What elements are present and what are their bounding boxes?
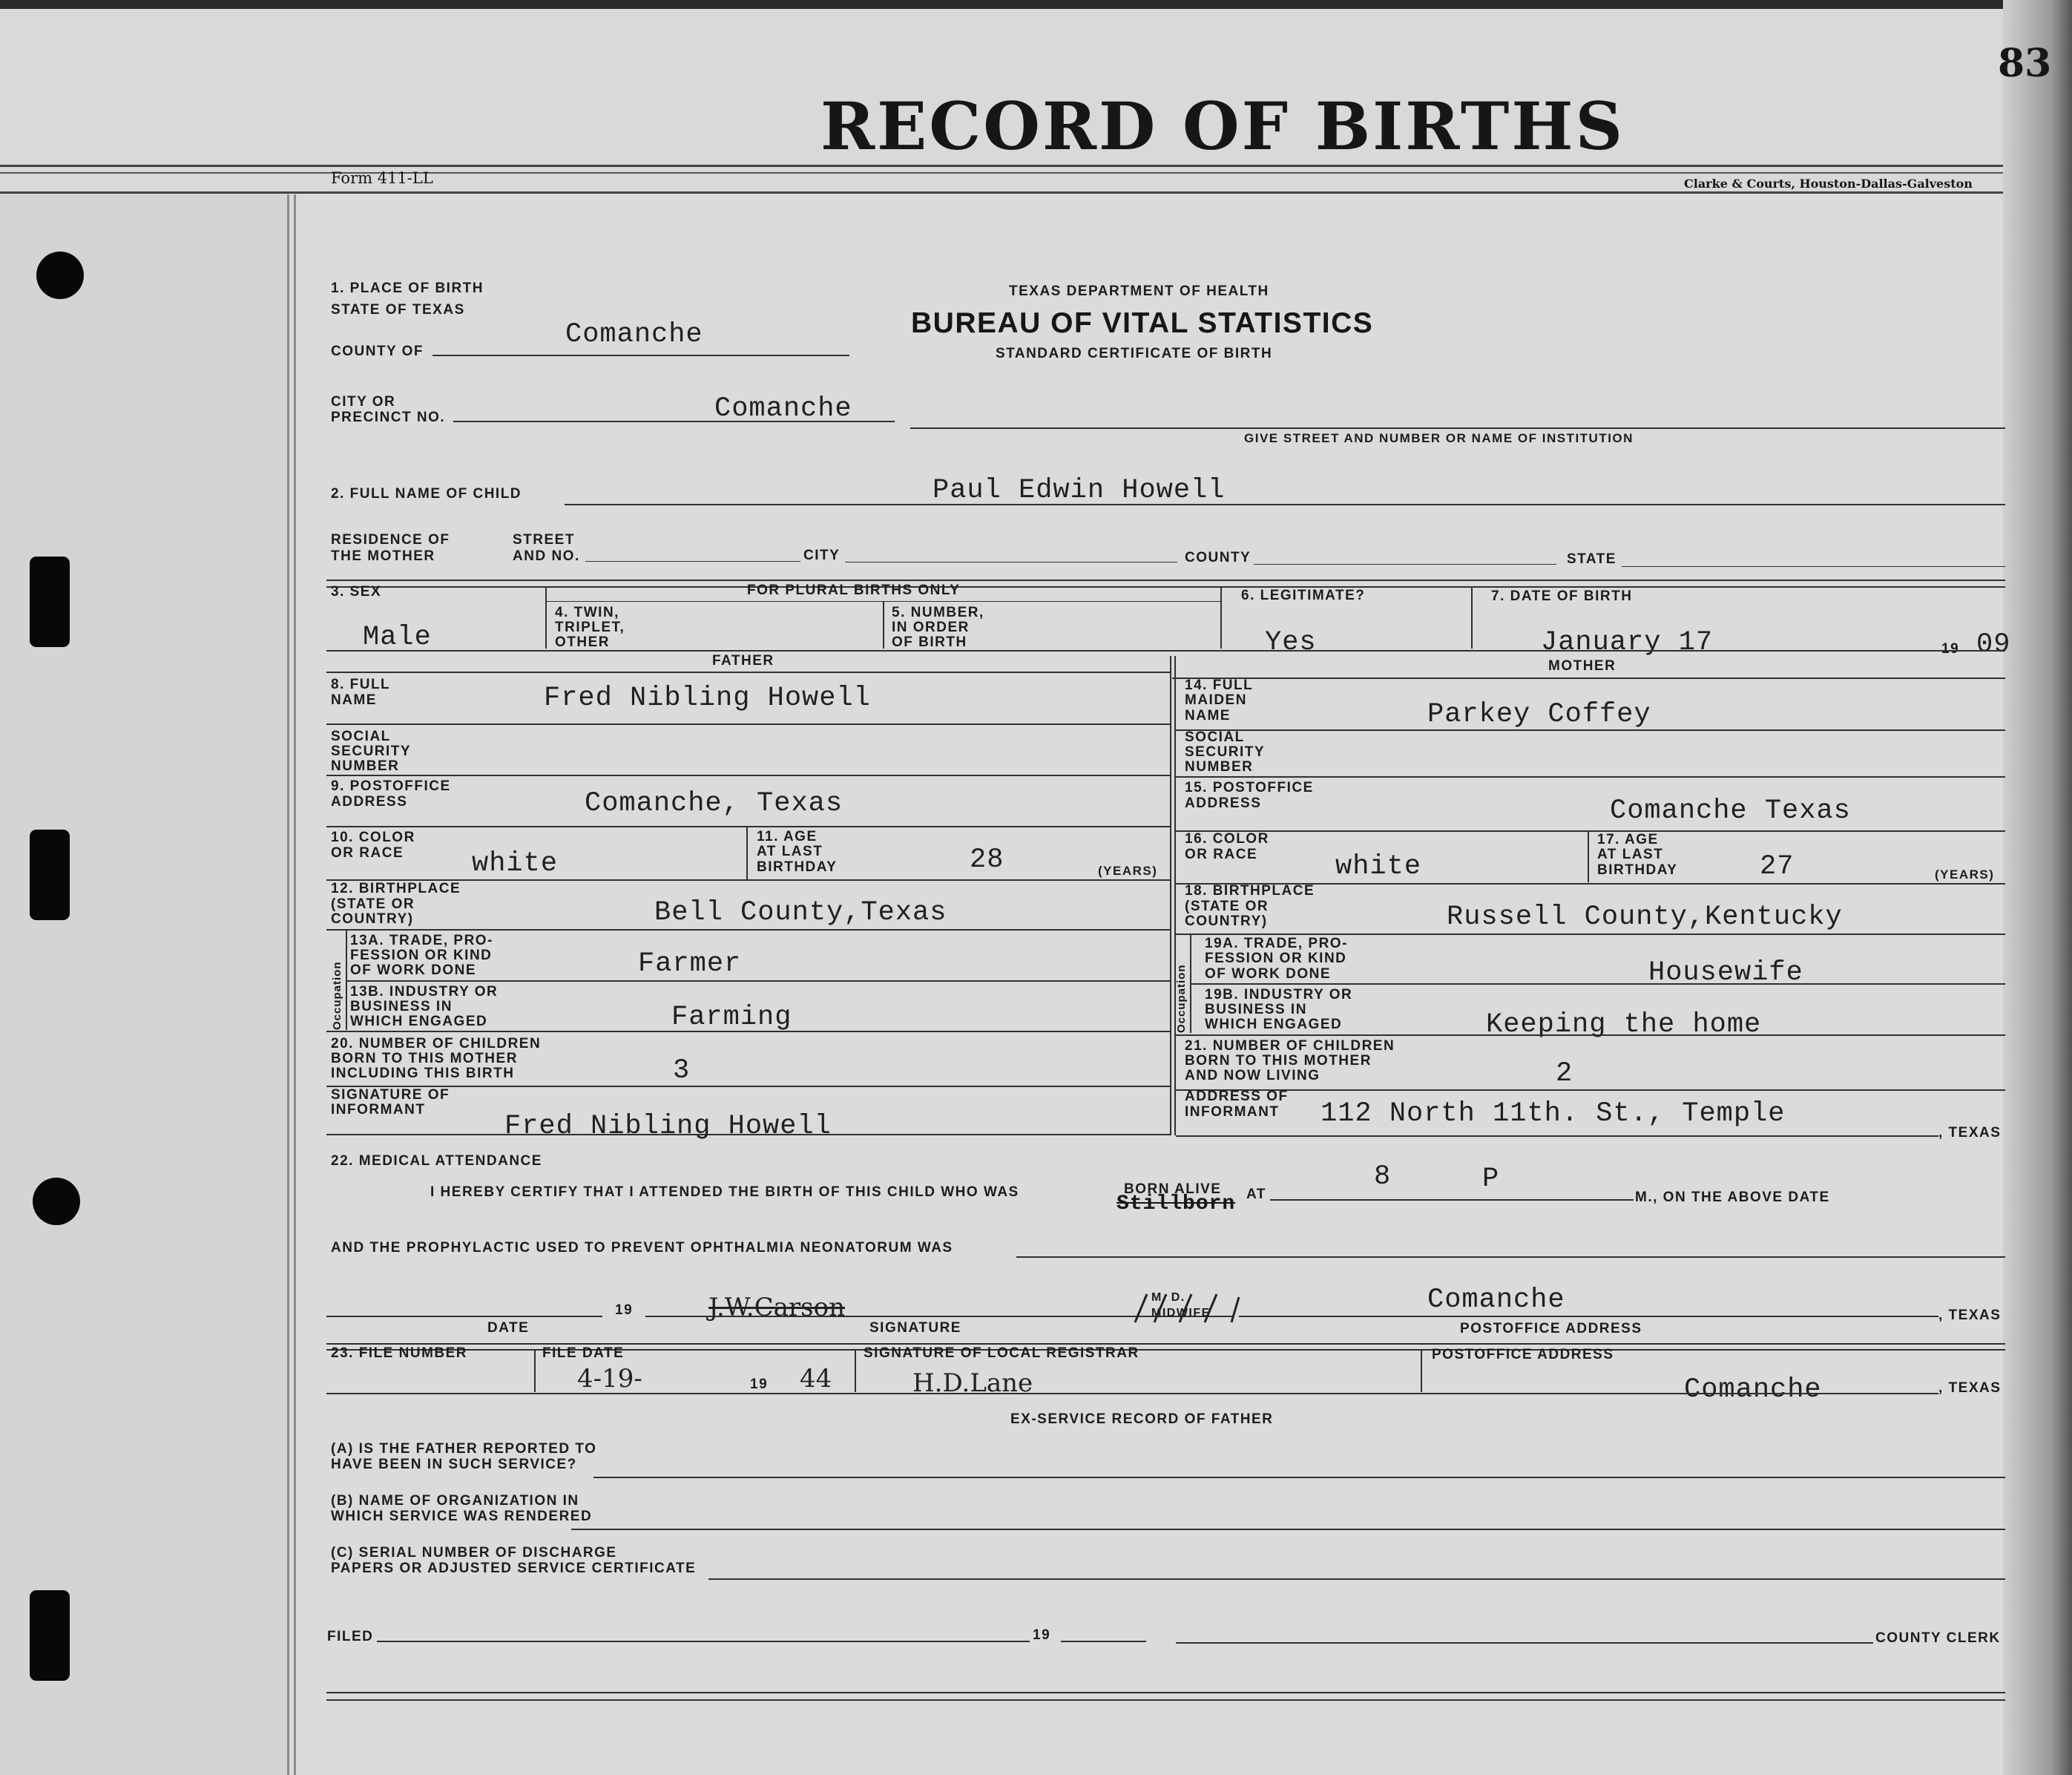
living-label-1: 21. NUMBER OF CHILDREN bbox=[1185, 1038, 1395, 1054]
father-trade-value: Farmer bbox=[638, 948, 742, 980]
struck-out-text: Stillborn bbox=[1116, 1192, 1236, 1215]
f-ssn-label-1: SOCIAL bbox=[331, 729, 391, 744]
f-line-2 bbox=[326, 775, 1170, 776]
street-line bbox=[910, 427, 2005, 429]
res-county-line bbox=[1254, 564, 1556, 565]
file-divider-3 bbox=[1421, 1349, 1422, 1392]
f-color-label-2: OR RACE bbox=[331, 845, 404, 861]
number-label-3: OF BIRTH bbox=[892, 634, 967, 650]
county-line bbox=[433, 355, 849, 356]
city-or-label: CITY OR bbox=[331, 394, 396, 410]
page-curl-shadow bbox=[2003, 0, 2072, 1775]
father-industry-value: Farming bbox=[671, 1002, 792, 1033]
md-label: M. D. bbox=[1151, 1291, 1185, 1304]
sig-registrar-label: SIGNATURE OF LOCAL REGISTRAR bbox=[864, 1345, 1139, 1361]
f-line-5 bbox=[326, 929, 1170, 931]
margin-rule-2 bbox=[294, 194, 296, 1775]
born-alive-label: BORN ALIVE bbox=[1124, 1181, 1222, 1197]
m-full-label-1: 14. FULL bbox=[1185, 677, 1254, 693]
date-label: DATE bbox=[487, 1320, 530, 1336]
margin-rule-1 bbox=[287, 194, 289, 1775]
res-state-label: STATE bbox=[1567, 551, 1617, 567]
res-street-line bbox=[585, 561, 800, 562]
children-born-value: 3 bbox=[673, 1055, 691, 1086]
m-age-label-3: BIRTHDAY bbox=[1597, 862, 1678, 878]
prophylactic-line bbox=[1016, 1256, 2005, 1258]
mother-heading-line bbox=[1172, 677, 2005, 679]
binder-slot-2 bbox=[30, 830, 70, 920]
registrar-signature: H.D.Lane bbox=[912, 1368, 1033, 1398]
m-line-9 bbox=[1176, 1135, 1938, 1137]
binder-hole-bottom bbox=[33, 1178, 80, 1225]
m-trade-label-1: 19A. TRADE, PRO- bbox=[1205, 936, 1348, 951]
hour-line bbox=[1270, 1199, 1634, 1201]
file-date-label: FILE DATE bbox=[542, 1345, 625, 1361]
page-title: RECORD OF BIRTHS bbox=[820, 88, 1625, 165]
informant-state-label: , TEXAS bbox=[1938, 1125, 2002, 1141]
c-label-1: (C) SERIAL NUMBER OF DISCHARGE bbox=[331, 1545, 617, 1561]
top-binding-edge bbox=[0, 0, 2072, 9]
m-line-7 bbox=[1176, 1034, 2005, 1036]
c-label-2: PAPERS OR ADJUSTED SERVICE CERTIFICATE bbox=[331, 1561, 697, 1576]
registrar-po-value: Comanche bbox=[1684, 1374, 1822, 1405]
date-of-birth-label: 7. DATE OF BIRTH bbox=[1491, 588, 1633, 604]
m-on-date-label: M., ON THE ABOVE DATE bbox=[1635, 1190, 1830, 1205]
certificate-type: STANDARD CERTIFICATE OF BIRTH bbox=[996, 346, 1273, 361]
m-line-2 bbox=[1176, 776, 2005, 778]
m-years-label: (YEARS) bbox=[1935, 867, 1995, 882]
residence-label-1: RESIDENCE OF bbox=[331, 532, 450, 548]
f-full-label-2: NAME bbox=[331, 692, 377, 708]
po-address-label: POSTOFFICE ADDRESS bbox=[1460, 1321, 1642, 1336]
state-of-texas-label: STATE OF TEXAS bbox=[331, 302, 465, 318]
ex-service-heading: EX-SERVICE RECORD OF FATHER bbox=[1010, 1411, 1274, 1427]
a-label-1: (A) IS THE FATHER REPORTED TO bbox=[331, 1441, 597, 1457]
m-line-1 bbox=[1176, 729, 2005, 731]
children-living-value: 2 bbox=[1556, 1058, 1573, 1089]
file-date-value: 4-19- bbox=[577, 1364, 642, 1394]
mother-po-value: Comanche Texas bbox=[1610, 795, 1851, 827]
center-divider-2 bbox=[1174, 656, 1176, 1135]
form-number: Form 411-LL bbox=[331, 169, 433, 187]
m-trade-label-2: FESSION OR KIND bbox=[1205, 951, 1347, 966]
filed-label: FILED bbox=[327, 1629, 374, 1644]
file-divider-1 bbox=[534, 1349, 536, 1392]
attendant-signature: J.W.Carson bbox=[708, 1293, 845, 1322]
street-label-2: AND NO. bbox=[513, 548, 580, 564]
binder-slot-3 bbox=[30, 1590, 70, 1681]
f-age-label-3: BIRTHDAY bbox=[757, 859, 838, 875]
twin-label-3: OTHER bbox=[555, 634, 610, 650]
m-line-6 bbox=[1190, 983, 2005, 985]
sex-value: Male bbox=[363, 622, 432, 653]
child-name-value: Paul Edwin Howell bbox=[933, 475, 1226, 506]
father-po-value: Comanche, Texas bbox=[585, 788, 843, 819]
birth-date-value: January 17 bbox=[1541, 627, 1714, 658]
header-rule-1 bbox=[0, 165, 2003, 167]
m-age-label-1: 17. AGE bbox=[1597, 832, 1659, 847]
street-note: GIVE STREET AND NUMBER OR NAME OF INSTITUTION bbox=[1244, 431, 1634, 445]
mother-age-value: 27 bbox=[1760, 851, 1795, 882]
living-label-3: AND NOW LIVING bbox=[1185, 1068, 1321, 1083]
registrar-state-label: , TEXAS bbox=[1938, 1380, 2002, 1396]
mother-trade-value: Housewife bbox=[1648, 957, 1803, 988]
father-race-value: white bbox=[472, 848, 559, 879]
file-divider-2 bbox=[855, 1349, 856, 1392]
twin-divider bbox=[883, 601, 884, 649]
binder-slot-1 bbox=[30, 557, 70, 647]
birth-year-prefix: 19 bbox=[1941, 641, 1960, 657]
attendant-po-value: Comanche bbox=[1427, 1285, 1565, 1316]
f-trade-label-3: OF WORK DONE bbox=[350, 962, 476, 978]
f-bp-label-3: COUNTRY) bbox=[331, 911, 414, 927]
mother-name-value: Parkey Coffey bbox=[1427, 699, 1651, 730]
informant-address-value: 112 North 11th. St., Temple bbox=[1321, 1098, 1786, 1129]
child-name-label: 2. FULL NAME OF CHILD bbox=[331, 486, 522, 502]
number-label-1: 5. NUMBER, bbox=[892, 605, 984, 620]
f-po-label-1: 9. POSTOFFICE bbox=[331, 778, 451, 794]
file-year-prefix: 19 bbox=[750, 1377, 769, 1392]
filed-year-prefix: 19 bbox=[1033, 1627, 1051, 1643]
m-age-divider bbox=[1588, 832, 1589, 882]
f-age-label-1: 11. AGE bbox=[757, 829, 818, 844]
father-name-value: Fred Nibling Howell bbox=[544, 683, 871, 714]
prophylactic-label: AND THE PROPHYLACTIC USED TO PREVENT OPHTHALMIA NEONATORUM WAS bbox=[331, 1240, 953, 1256]
po-address2-label: POSTOFFICE ADDRESS bbox=[1432, 1347, 1614, 1362]
sex-label: 3. SEX bbox=[331, 584, 382, 600]
f-line-7 bbox=[326, 1031, 1170, 1032]
m-bp-label-3: COUNTRY) bbox=[1185, 913, 1268, 929]
children-label-2: BORN TO THIS MOTHER bbox=[331, 1051, 518, 1066]
residence-label-2: THE MOTHER bbox=[331, 548, 435, 564]
addr-informant-label-2: INFORMANT bbox=[1185, 1104, 1280, 1120]
f-ind-label-2: BUSINESS IN bbox=[350, 999, 453, 1014]
header-rule-3 bbox=[0, 191, 2003, 194]
b-label-2: WHICH SERVICE WAS RENDERED bbox=[331, 1509, 593, 1524]
m-po-label-2: ADDRESS bbox=[1185, 795, 1262, 811]
row3-bottom-line bbox=[326, 650, 2005, 652]
birth-year-value: 09 bbox=[1976, 629, 2011, 660]
plural-births-label: FOR PLURAL BIRTHS ONLY bbox=[747, 583, 961, 598]
m-color-label-2: OR RACE bbox=[1185, 847, 1258, 862]
f-ind-label-1: 13B. INDUSTRY OR bbox=[350, 984, 499, 1000]
res-city-label: CITY bbox=[803, 548, 841, 563]
binding-margin bbox=[0, 193, 288, 1775]
date-year-line bbox=[645, 1316, 697, 1317]
f-bp-label-2: (STATE OR bbox=[331, 896, 415, 912]
f-line-6 bbox=[346, 980, 1170, 982]
c-line bbox=[708, 1578, 2005, 1580]
f-trade-label-1: 13A. TRADE, PRO- bbox=[350, 933, 493, 948]
footer-line-1 bbox=[326, 1692, 2005, 1693]
bureau-title: BUREAU OF VITAL STATISTICS bbox=[911, 307, 1374, 339]
f-line-1 bbox=[326, 724, 1170, 725]
f-trade-label-2: FESSION OR KIND bbox=[350, 948, 493, 963]
f-color-label-1: 10. COLOR bbox=[331, 830, 415, 845]
legit-divider bbox=[1471, 586, 1473, 649]
child-name-line bbox=[565, 504, 2005, 505]
midwife-label: MIDWIFE bbox=[1151, 1307, 1211, 1319]
f-occupation-label: Occupation bbox=[331, 961, 343, 1030]
m-color-label-1: 16. COLOR bbox=[1185, 831, 1269, 847]
father-age-value: 28 bbox=[970, 844, 1004, 876]
m-occupation-label: Occupation bbox=[1175, 964, 1188, 1033]
f-full-label-1: 8. FULL bbox=[331, 677, 391, 692]
hour-value: 8 bbox=[1374, 1161, 1392, 1192]
a-label-2: HAVE BEEN IN SUCH SERVICE? bbox=[331, 1457, 577, 1472]
f-bp-label-1: 12. BIRTHPLACE bbox=[331, 881, 461, 896]
legitimate-value: Yes bbox=[1265, 627, 1317, 658]
m-line-5 bbox=[1176, 934, 2005, 935]
m-full-label-2: MAIDEN bbox=[1185, 692, 1247, 708]
legitimate-label: 6. LEGITIMATE? bbox=[1241, 588, 1366, 603]
sex-divider bbox=[545, 586, 547, 649]
page-number: 83 bbox=[1998, 41, 2052, 86]
strikeout-marks bbox=[1128, 1290, 1246, 1327]
department: TEXAS DEPARTMENT OF HEALTH bbox=[1009, 283, 1269, 299]
twin-label-1: 4. TWIN, bbox=[555, 605, 619, 620]
file-year-value: 44 bbox=[800, 1364, 832, 1394]
header-rule-2 bbox=[0, 172, 2003, 174]
place-of-birth-label: 1. PLACE OF BIRTH bbox=[331, 280, 484, 296]
res-state-line bbox=[1622, 566, 2005, 567]
filed-line bbox=[377, 1641, 1030, 1642]
street-label-1: STREET bbox=[513, 532, 575, 548]
f-years-label: (YEARS) bbox=[1098, 864, 1158, 878]
twin-label-2: TRIPLET, bbox=[555, 620, 625, 635]
precinct-label: PRECINCT NO. bbox=[331, 410, 446, 425]
number-label-2: IN ORDER bbox=[892, 620, 970, 635]
date-year-prefix: 19 bbox=[615, 1302, 634, 1318]
b-line bbox=[571, 1529, 2005, 1530]
m-po-label-1: 15. POSTOFFICE bbox=[1185, 780, 1314, 795]
father-birthplace-value: Bell County,Texas bbox=[654, 897, 947, 928]
m-ssn-label-2: SECURITY bbox=[1185, 744, 1266, 760]
f-ind-label-3: WHICH ENGAGED bbox=[350, 1014, 488, 1029]
row3-top-line-2 bbox=[326, 586, 2005, 588]
row3-top-line-1 bbox=[326, 580, 2005, 581]
m-ssn-label-1: SOCIAL bbox=[1185, 729, 1245, 745]
informant-signature-value: Fred Nibling Howell bbox=[504, 1111, 832, 1142]
mother-heading: MOTHER bbox=[1548, 658, 1617, 674]
f-age-label-2: AT LAST bbox=[757, 844, 823, 859]
m-age-label-2: AT LAST bbox=[1597, 847, 1664, 862]
f-line-8 bbox=[326, 1086, 1170, 1087]
father-heading: FATHER bbox=[712, 653, 774, 669]
f-po-label-2: ADDRESS bbox=[331, 794, 408, 810]
living-label-2: BORN TO THIS MOTHER bbox=[1185, 1053, 1372, 1069]
city-value: Comanche bbox=[714, 393, 852, 424]
file-number-label: 23. FILE NUMBER bbox=[331, 1345, 468, 1361]
meridiem-value: P bbox=[1482, 1164, 1500, 1195]
center-divider-1 bbox=[1170, 656, 1171, 1135]
f-line-9 bbox=[326, 1134, 1170, 1135]
county-clerk-label: COUNTY CLERK bbox=[1875, 1630, 2001, 1646]
m-ind-label-1: 19B. INDUSTRY OR bbox=[1205, 987, 1353, 1003]
m-ind-label-2: BUSINESS IN bbox=[1205, 1002, 1307, 1017]
attendant-state-label: , TEXAS bbox=[1938, 1308, 2002, 1323]
file-top-line-1 bbox=[326, 1343, 2005, 1345]
sig-informant-label-2: INFORMANT bbox=[331, 1102, 426, 1118]
f-ssn-label-3: NUMBER bbox=[331, 758, 400, 774]
certify-text: I HEREBY CERTIFY THAT I ATTENDED THE BIRTH OF THIS CHILD WHO WAS bbox=[430, 1184, 1019, 1200]
res-county-label: COUNTY bbox=[1185, 550, 1252, 565]
sig-informant-label-1: SIGNATURE OF bbox=[331, 1087, 450, 1103]
plural-divider bbox=[1220, 586, 1222, 649]
signature-label: SIGNATURE bbox=[869, 1320, 961, 1336]
m-full-label-3: NAME bbox=[1185, 708, 1231, 724]
mother-industry-value: Keeping the home bbox=[1486, 1009, 1762, 1040]
f-age-divider bbox=[746, 827, 748, 879]
county-of-label: COUNTY OF bbox=[331, 344, 424, 359]
m-ind-label-3: WHICH ENGAGED bbox=[1205, 1017, 1343, 1032]
children-label-3: INCLUDING THIS BIRTH bbox=[331, 1066, 515, 1081]
binder-hole-top bbox=[36, 252, 84, 299]
children-label-1: 20. NUMBER OF CHILDREN bbox=[331, 1036, 542, 1051]
date-line bbox=[326, 1316, 602, 1317]
f-line-3 bbox=[326, 826, 1170, 827]
mother-race-value: white bbox=[1335, 851, 1422, 882]
m-trade-label-3: OF WORK DONE bbox=[1205, 966, 1331, 982]
file-bottom-line bbox=[326, 1393, 1938, 1394]
b-label-1: (B) NAME OF ORGANIZATION IN bbox=[331, 1493, 579, 1509]
printer-imprint: Clarke & Courts, Houston-Dallas-Galveston bbox=[1684, 177, 1973, 191]
m-ssn-label-3: NUMBER bbox=[1185, 759, 1254, 775]
county-value: Comanche bbox=[565, 319, 703, 350]
addr-informant-label-1: ADDRESS OF bbox=[1185, 1089, 1289, 1104]
medical-label: 22. MEDICAL ATTENDANCE bbox=[331, 1153, 542, 1169]
m-line-3 bbox=[1176, 830, 2005, 832]
m-bp-label-1: 18. BIRTHPLACE bbox=[1185, 883, 1315, 899]
clerk-line bbox=[1176, 1642, 1873, 1644]
f-ssn-label-2: SECURITY bbox=[331, 744, 412, 759]
filed-year-line bbox=[1061, 1641, 1146, 1642]
m-bp-label-2: (STATE OR bbox=[1185, 899, 1269, 914]
footer-line-2 bbox=[326, 1699, 2005, 1701]
mother-birthplace-value: Russell County,Kentucky bbox=[1447, 902, 1843, 933]
m-line-8 bbox=[1176, 1089, 2005, 1091]
father-heading-line bbox=[326, 672, 1170, 673]
at-label: AT bbox=[1246, 1187, 1266, 1202]
attendant-po-line bbox=[1239, 1316, 1938, 1317]
a-line bbox=[593, 1477, 2005, 1478]
